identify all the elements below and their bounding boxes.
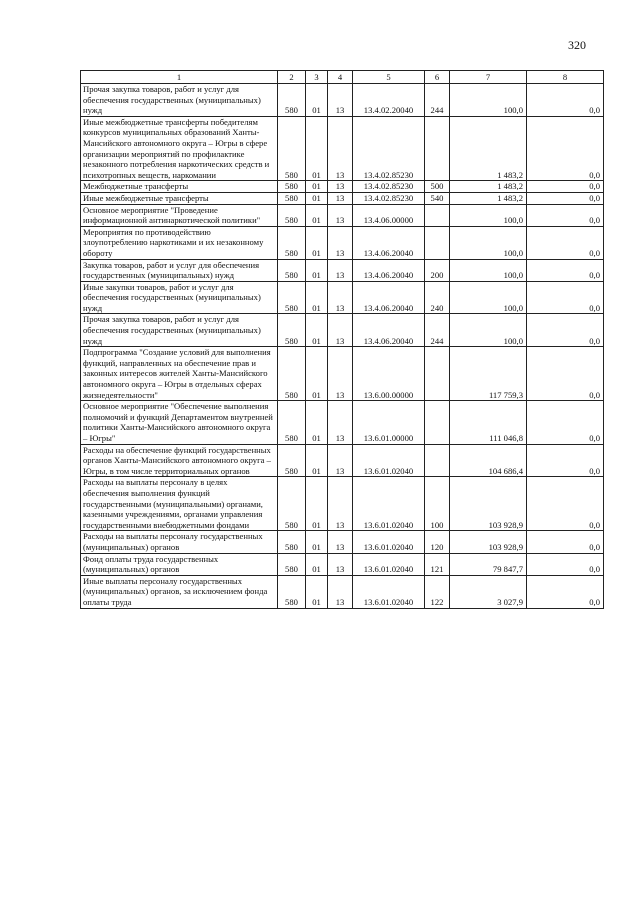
cell-target-article: 13.4.02.85230: [353, 181, 425, 193]
cell-subsection: 13: [328, 444, 353, 477]
cell-expense-type: 244: [425, 84, 450, 117]
cell-name: Прочая закупка товаров, работ и услуг для обеспечения государственных (муниципальных) нужд: [81, 314, 278, 347]
cell-target-article: 13.6.01.02040: [353, 531, 425, 553]
cell-amount: 100,0: [450, 314, 527, 347]
cell-expense-type: [425, 204, 450, 226]
cell-name: Расходы на выплаты персоналу государственных (муниципальных) органов: [81, 531, 278, 553]
cell-amount: 100,0: [450, 84, 527, 117]
cell-name: Основное мероприятие "Проведение информационной антинаркотической политики": [81, 204, 278, 226]
cell-amount: 100,0: [450, 226, 527, 259]
cell-admin-code: 580: [278, 314, 306, 347]
table-row: [81, 259, 604, 281]
cell-admin-code: 580: [278, 477, 306, 531]
cell-expense-type: [425, 347, 450, 401]
cell-subsection: 13: [328, 192, 353, 204]
cell-expense-type: [425, 116, 450, 181]
column-header: 2: [278, 71, 306, 84]
column-header: 5: [353, 71, 425, 84]
cell-admin-code: 580: [278, 204, 306, 226]
cell-subsection: 13: [328, 477, 353, 531]
cell-name: Расходы на выплаты персоналу в целях обеспечения выполнения функций государственными (муниципальными) органами, казенными учреждениями, органами управления государственными внебюджетными фондами: [81, 477, 278, 531]
cell-target-article: 13.6.01.02040: [353, 575, 425, 608]
cell-subsection: 13: [328, 281, 353, 314]
cell-subsection: 13: [328, 553, 353, 575]
cell-subsection: 13: [328, 401, 353, 444]
cell-name: Иные межбюджетные трансферты победителям конкурсов муниципальных образований Ханты-Мансийского автономного округа – Югры в сфере организации мероприятий по профилактике незаконного потребления наркотических средств и психотропных веществ, наркомании: [81, 116, 278, 181]
cell-amount: 103 928,9: [450, 477, 527, 531]
cell-admin-code: 580: [278, 226, 306, 259]
cell-expense-type: 200: [425, 259, 450, 281]
table-row: [81, 84, 604, 117]
cell-amount-2: 0,0: [527, 226, 604, 259]
cell-amount: 1 483,2: [450, 181, 527, 193]
cell-section: 01: [306, 259, 328, 281]
table-body: [81, 84, 604, 609]
cell-amount-2: 0,0: [527, 401, 604, 444]
cell-amount-2: 0,0: [527, 281, 604, 314]
cell-name: Расходы на обеспечение функций государственных органов Ханты-Мансийского автономного округа – Югры, в том числе территориальных органов: [81, 444, 278, 477]
cell-section: 01: [306, 314, 328, 347]
cell-expense-type: 540: [425, 192, 450, 204]
cell-section: 01: [306, 204, 328, 226]
table-row: [81, 401, 604, 444]
cell-amount-2: 0,0: [527, 477, 604, 531]
cell-expense-type: [425, 401, 450, 444]
column-header: 7: [450, 71, 527, 84]
cell-subsection: 13: [328, 116, 353, 181]
cell-target-article: 13.4.02.20040: [353, 84, 425, 117]
cell-amount-2: 0,0: [527, 553, 604, 575]
cell-amount-2: 0,0: [527, 314, 604, 347]
cell-expense-type: [425, 226, 450, 259]
cell-amount-2: 0,0: [527, 347, 604, 401]
cell-target-article: 13.4.06.20040: [353, 314, 425, 347]
cell-subsection: 13: [328, 531, 353, 553]
cell-amount: 1 483,2: [450, 192, 527, 204]
cell-section: 01: [306, 226, 328, 259]
cell-expense-type: 122: [425, 575, 450, 608]
cell-name: Иные выплаты персоналу государственных (муниципальных) органов, за исключением фонда оплаты труда: [81, 575, 278, 608]
cell-name: Подпрограмма "Создание условий для выполнения функций, направленных на обеспечение прав и законных интересов жителей Ханты-Мансийского автономного округа – Югры в отдельных сферах жизнедеятельности": [81, 347, 278, 401]
cell-admin-code: 580: [278, 401, 306, 444]
table-row: [81, 347, 604, 401]
table-row: [81, 444, 604, 477]
cell-target-article: 13.6.00.00000: [353, 347, 425, 401]
cell-amount: 103 928,9: [450, 531, 527, 553]
table-row: [81, 575, 604, 608]
cell-expense-type: 500: [425, 181, 450, 193]
cell-amount-2: 0,0: [527, 259, 604, 281]
cell-admin-code: 580: [278, 444, 306, 477]
cell-section: 01: [306, 477, 328, 531]
cell-section: 01: [306, 192, 328, 204]
cell-target-article: 13.6.01.00000: [353, 401, 425, 444]
cell-amount-2: 0,0: [527, 531, 604, 553]
cell-amount-2: 0,0: [527, 444, 604, 477]
cell-amount: 117 759,3: [450, 347, 527, 401]
cell-expense-type: 100: [425, 477, 450, 531]
table-row: [81, 281, 604, 314]
cell-target-article: 13.4.06.20040: [353, 226, 425, 259]
cell-expense-type: [425, 444, 450, 477]
cell-amount: 3 027,9: [450, 575, 527, 608]
cell-admin-code: 580: [278, 553, 306, 575]
column-header: 6: [425, 71, 450, 84]
cell-section: 01: [306, 444, 328, 477]
cell-admin-code: 580: [278, 575, 306, 608]
cell-subsection: 13: [328, 575, 353, 608]
cell-admin-code: 580: [278, 347, 306, 401]
cell-subsection: 13: [328, 181, 353, 193]
cell-section: 01: [306, 531, 328, 553]
table-row: [81, 181, 604, 193]
cell-amount-2: 0,0: [527, 84, 604, 117]
table-row: [81, 226, 604, 259]
cell-amount: 100,0: [450, 259, 527, 281]
cell-name: Фонд оплаты труда государственных (муниципальных) органов: [81, 553, 278, 575]
cell-target-article: 13.6.01.02040: [353, 553, 425, 575]
cell-amount: 100,0: [450, 281, 527, 314]
column-header: 3: [306, 71, 328, 84]
cell-name: Иные межбюджетные трансферты: [81, 192, 278, 204]
cell-amount: 104 686,4: [450, 444, 527, 477]
cell-section: 01: [306, 116, 328, 181]
cell-target-article: 13.4.06.00000: [353, 204, 425, 226]
cell-amount-2: 0,0: [527, 116, 604, 181]
table-row: [81, 192, 604, 204]
cell-section: 01: [306, 553, 328, 575]
cell-name: Закупка товаров, работ и услуг для обеспечения государственных (муниципальных) нужд: [81, 259, 278, 281]
cell-amount-2: 0,0: [527, 575, 604, 608]
cell-subsection: 13: [328, 259, 353, 281]
table-row: [81, 116, 604, 181]
cell-admin-code: 580: [278, 181, 306, 193]
cell-expense-type: 120: [425, 531, 450, 553]
cell-target-article: 13.6.01.02040: [353, 444, 425, 477]
table-row: [81, 314, 604, 347]
cell-section: 01: [306, 347, 328, 401]
cell-admin-code: 580: [278, 116, 306, 181]
cell-amount-2: 0,0: [527, 204, 604, 226]
cell-admin-code: 580: [278, 281, 306, 314]
cell-section: 01: [306, 575, 328, 608]
table-row: [81, 553, 604, 575]
cell-amount: 111 046,8: [450, 401, 527, 444]
page-number: 320: [568, 38, 586, 52]
cell-admin-code: 580: [278, 259, 306, 281]
column-header: 8: [527, 71, 604, 84]
column-header: 1: [81, 71, 278, 84]
table-row: [81, 477, 604, 531]
cell-subsection: 13: [328, 347, 353, 401]
cell-target-article: 13.4.02.85230: [353, 116, 425, 181]
cell-subsection: 13: [328, 204, 353, 226]
cell-amount: 1 483,2: [450, 116, 527, 181]
cell-expense-type: 121: [425, 553, 450, 575]
cell-section: 01: [306, 281, 328, 314]
cell-subsection: 13: [328, 84, 353, 117]
cell-expense-type: 240: [425, 281, 450, 314]
cell-name: Межбюджетные трансферты: [81, 181, 278, 193]
cell-target-article: 13.4.06.20040: [353, 259, 425, 281]
table-header-row: [81, 71, 604, 84]
budget-table: [80, 70, 604, 609]
cell-amount: 79 847,7: [450, 553, 527, 575]
cell-name: Прочая закупка товаров, работ и услуг для обеспечения государственных (муниципальных) нужд: [81, 84, 278, 117]
cell-expense-type: 244: [425, 314, 450, 347]
cell-section: 01: [306, 84, 328, 117]
cell-section: 01: [306, 181, 328, 193]
cell-name: Мероприятия по противодействию злоупотреблению наркотиками и их незаконному обороту: [81, 226, 278, 259]
cell-amount-2: 0,0: [527, 192, 604, 204]
cell-admin-code: 580: [278, 84, 306, 117]
cell-target-article: 13.4.02.85230: [353, 192, 425, 204]
table-row: [81, 204, 604, 226]
cell-target-article: 13.6.01.02040: [353, 477, 425, 531]
cell-section: 01: [306, 401, 328, 444]
cell-subsection: 13: [328, 226, 353, 259]
cell-admin-code: 580: [278, 531, 306, 553]
cell-target-article: 13.4.06.20040: [353, 281, 425, 314]
cell-name: Иные закупки товаров, работ и услуг для обеспечения государственных (муниципальных) нужд: [81, 281, 278, 314]
cell-amount: 100,0: [450, 204, 527, 226]
cell-amount-2: 0,0: [527, 181, 604, 193]
cell-name: Основное мероприятие "Обеспечение выполнения полномочий и функций Департаментом внутренней политики Ханты-Мансийского автономного округа – Югры": [81, 401, 278, 444]
cell-admin-code: 580: [278, 192, 306, 204]
column-header: 4: [328, 71, 353, 84]
cell-subsection: 13: [328, 314, 353, 347]
table-row: [81, 531, 604, 553]
